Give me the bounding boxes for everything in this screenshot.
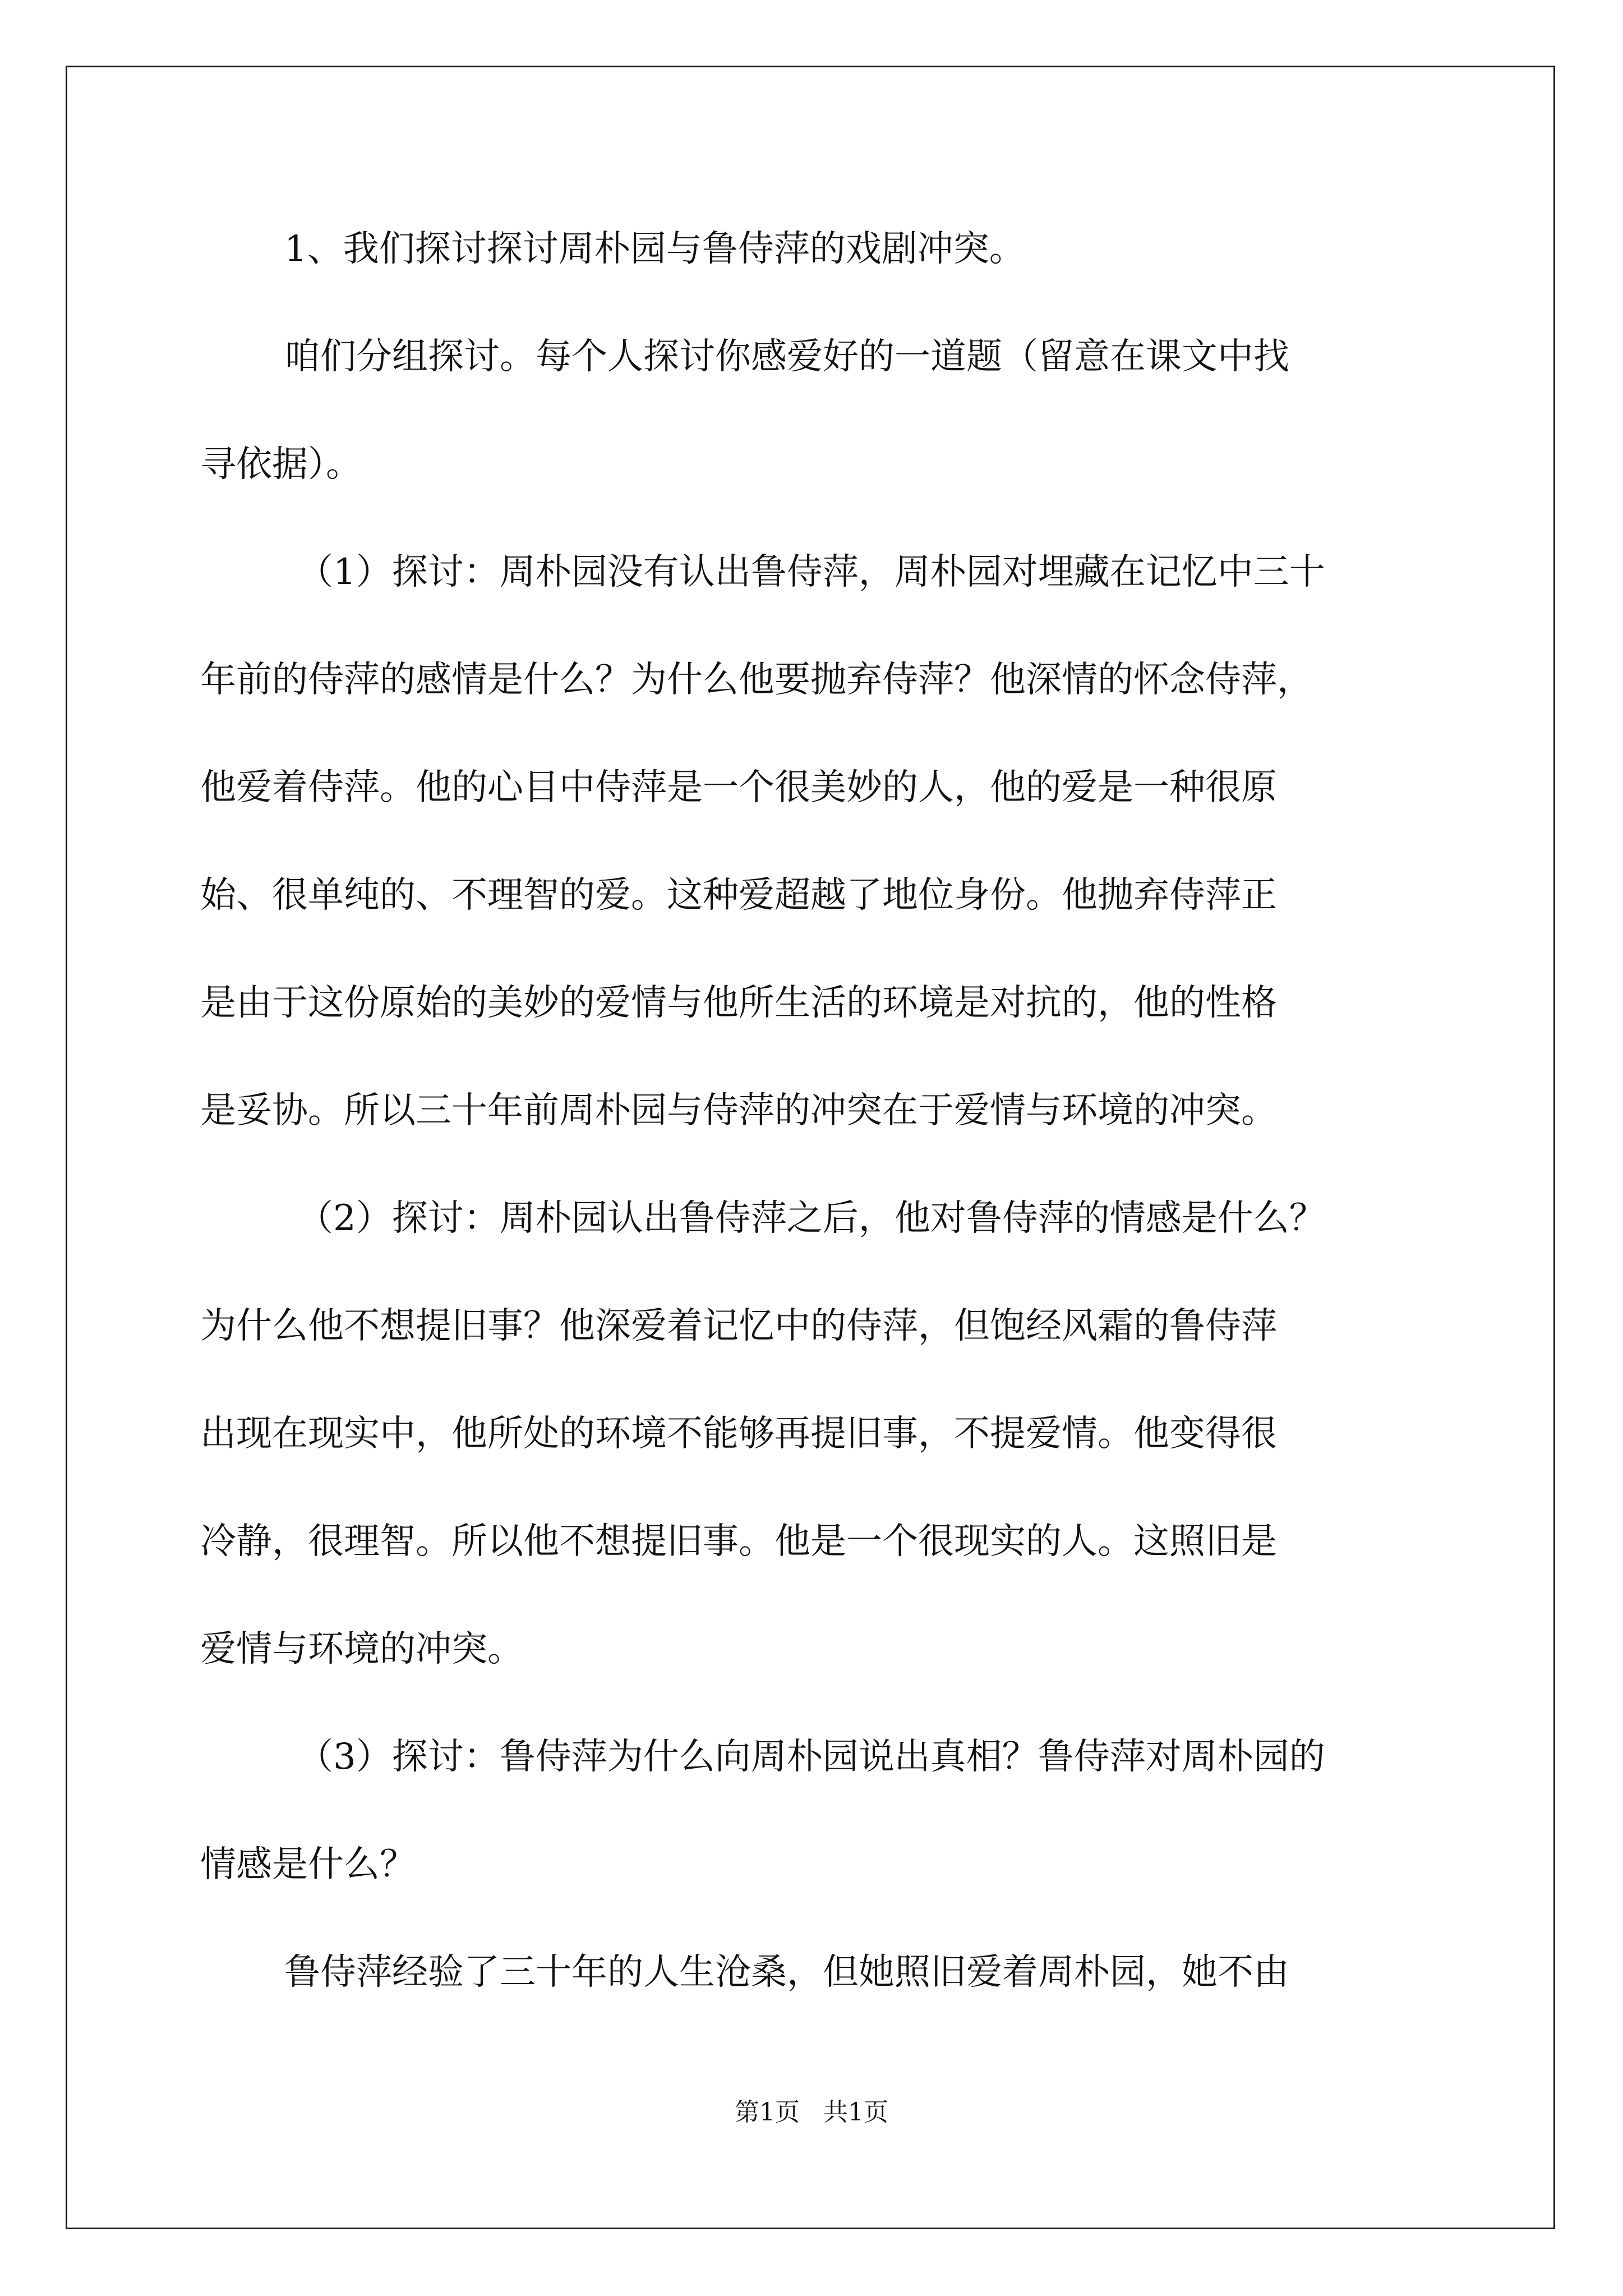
page-number-footer: 第1页 共1页 bbox=[735, 2098, 888, 2127]
paragraph-line: 鲁侍萍经验了三十年的人生沧桑，但她照旧爱着周朴园，她不由 bbox=[284, 1952, 1289, 1993]
paragraph-line: 他爱着侍萍。他的心目中侍萍是一个很美妙的人，他的爱是一种很原 bbox=[200, 767, 1277, 808]
paragraph-line: （1）探讨：周朴园没有认出鲁侍萍，周朴园对埋藏在记忆中三十 bbox=[297, 551, 1325, 593]
paragraph-line: 情感是什么？ bbox=[200, 1844, 416, 1885]
paragraph-line: 爱情与环境的冲突。 bbox=[200, 1628, 523, 1670]
paragraph-line: 是妥协。所以三十年前周朴园与侍萍的冲突在于爱情与环境的冲突。 bbox=[200, 1090, 1277, 1131]
paragraph-line: （3）探讨：鲁侍萍为什么向周朴园说出真相？鲁侍萍对周朴园的 bbox=[297, 1736, 1325, 1778]
paragraph-line: 为什么他不想提旧事？他深爱着记忆中的侍萍，但饱经风霜的鲁侍萍 bbox=[200, 1305, 1277, 1347]
paragraph-line: 是由于这份原始的美妙的爱情与他所生活的环境是对抗的，他的性格 bbox=[200, 982, 1277, 1024]
paragraph-line: 冷静，很理智。所以他不想提旧事。他是一个很现实的人。这照旧是 bbox=[200, 1521, 1277, 1562]
paragraph-line: （2）探讨：周朴园认出鲁侍萍之后，他对鲁侍萍的情感是什么？ bbox=[297, 1198, 1325, 1239]
paragraph-line: 咱们分组探讨。每个人探讨你感爱好的一道题（留意在课文中找 bbox=[284, 336, 1289, 378]
paragraph-line: 始、很单纯的、不理智的爱。这种爱超越了地位身份。他抛弃侍萍正 bbox=[200, 875, 1277, 916]
paragraph-line: 1、我们探讨探讨周朴园与鲁侍萍的戏剧冲突。 bbox=[284, 228, 1025, 270]
paragraph-line: 出现在现实中，他所处的环境不能够再提旧事，不提爱情。他变得很 bbox=[200, 1413, 1277, 1455]
paragraph-line: 寻依据）。 bbox=[200, 444, 362, 485]
paragraph-line: 年前的侍萍的感情是什么？为什么他要抛弃侍萍？他深情的怀念侍萍， bbox=[200, 659, 1313, 701]
